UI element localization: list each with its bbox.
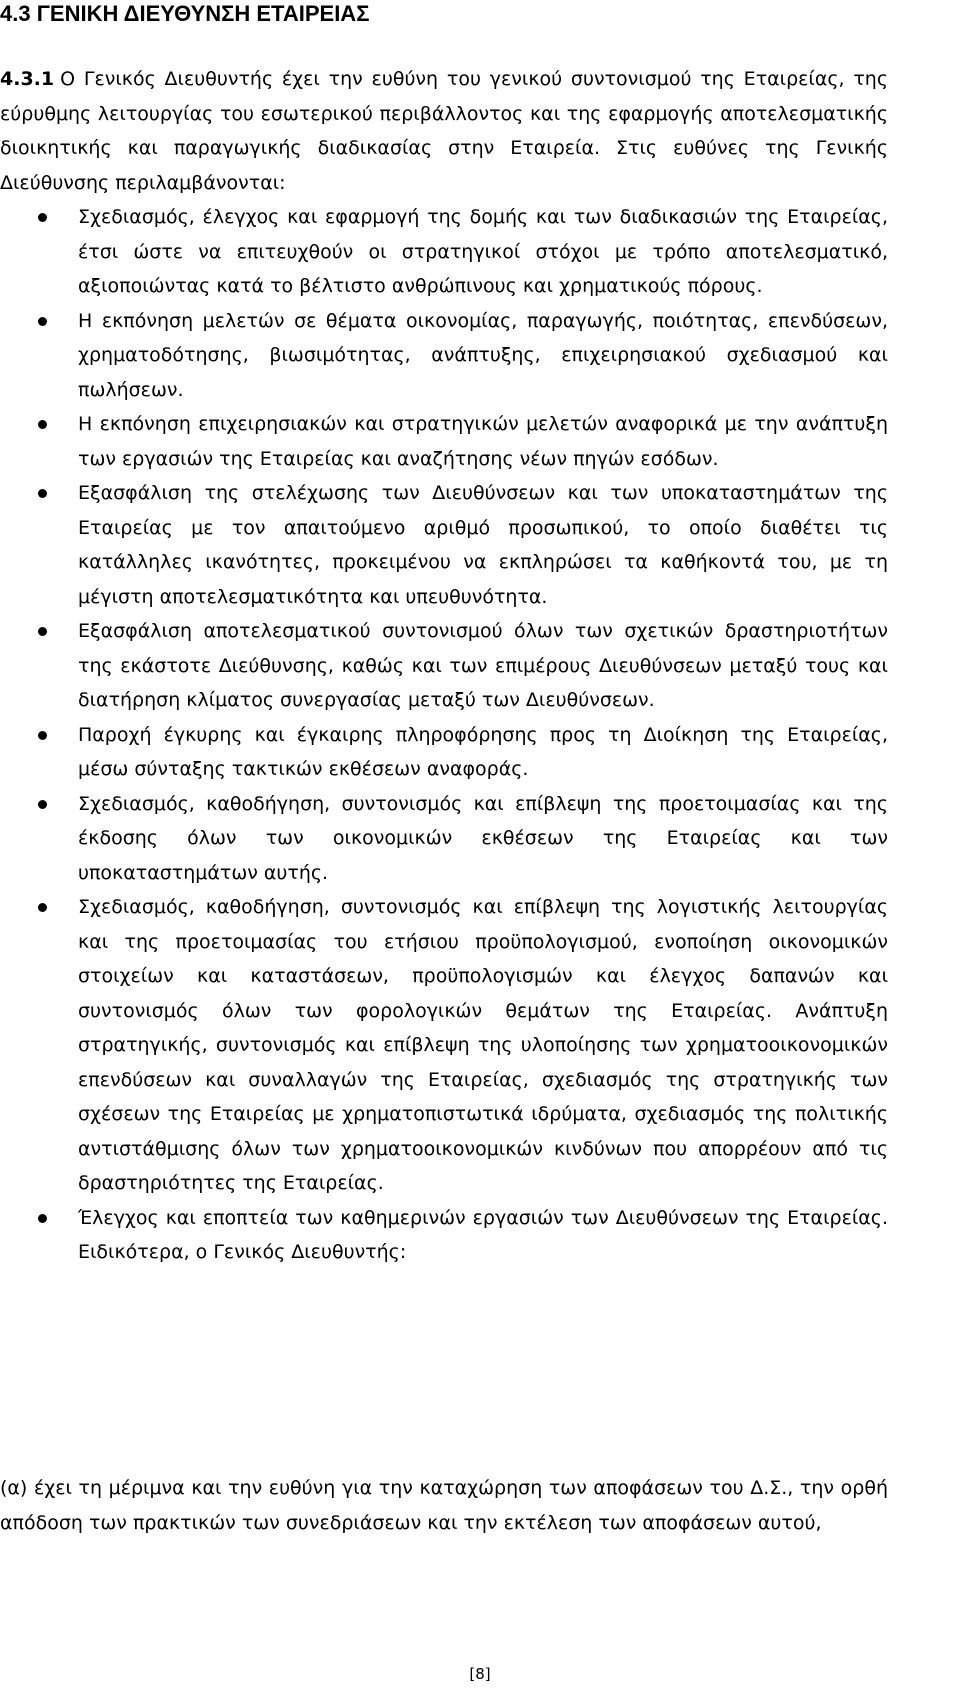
intro-paragraph <box>0 62 888 200</box>
bullet-icon <box>38 1214 47 1223</box>
list-item-text: Σχεδιασμός, καθοδήγηση, συντονισμός και επίβλεψη της λογιστικής λειτουργίας και της προετοιμασίας του ετήσιου προϋπολογισμού, ενοποίηση οικονομικών στοιχείων και καταστάσεων, προϋπολογισμών και έλεγχος δαπανών και συντονισμός όλων των φορολογικών θεμάτων της Εταιρείας. Ανάπτυξη στρατηγικής, συντονισμός και επίβλεψη της υλοποίησης των χρηματοοικονομικών επενδύσεων και συναλλαγών της Εταιρείας, σχεδιασμός της στρατηγικής των σχέσεων της Εταιρείας με χρηματοπιστωτικά ιδρύματα, σχεδιασμός της πολιτικής αντιστάθμισης όλων των χρηματοοικονομικών κινδύνων που απορρέουν από τις δραστηριότητες της Εταιρείας. <box>78 896 888 1194</box>
list-item <box>0 718 888 787</box>
bullet-icon <box>38 731 47 740</box>
bullet-icon <box>38 800 47 809</box>
list-item <box>0 200 888 304</box>
closing-paragraph: (α) έχει τη μέριμνα και την ευθύνη για την καταχώρηση των αποφάσεων του Δ.Σ., την ορθή απόδοση των πρακτικών των συνεδριάσεων και την εκτέλεση των αποφάσεων αυτού, <box>0 1477 888 1534</box>
bullet-icon <box>38 627 47 636</box>
list-item <box>0 1201 888 1270</box>
section-body <box>0 62 888 1270</box>
list-item-text: Η εκπόνηση επιχειρησιακών και στρατηγικών μελετών αναφορικά με την ανάπτυξη των εργασιών της Εταιρείας και αναζήτησης νέων πηγών εσόδων. <box>78 413 888 470</box>
section-heading: 4.3 ΓΕΝΙΚΗ ΔΙΕΥΘΥΝΣΗ ΕΤΑΙΡΕΙΑΣ <box>0 1 370 26</box>
list-item <box>0 304 888 408</box>
list-item-text: Εξασφάλιση αποτελεσματικού συντονισμού όλων των σχετικών δραστηριοτήτων της εκάστοτε Διεύθυνσης, καθώς και των επιμέρους Διευθύνσεων μεταξύ τους και διατήρηση κλίματος συνεργασίας μεταξύ των Διευθύνσεων. <box>78 620 888 711</box>
list-item-text: Έλεγχος και εποπτεία των καθημερινών εργασιών των Διευθύνσεων της Εταιρείας. Ειδικότερα, ο Γενικός Διευθυντής: <box>78 1206 888 1263</box>
list-item <box>0 787 888 891</box>
list-item-text: Παροχή έγκυρης και έγκαιρης πληροφόρησης προς τη Διοίκηση της Εταιρείας, μέσω σύνταξης τακτικών εκθέσεων αναφοράς. <box>78 723 888 780</box>
list-item <box>0 614 888 718</box>
list-item <box>0 476 888 614</box>
bullet-icon <box>38 489 47 498</box>
intro-text: Ο Γενικός Διευθυντής έχει την ευθύνη του γενικού συντονισμού της Εταιρείας, της εύρυθμης λειτουργίας του εσωτερικού περιβάλλοντος και της εφαρμογής αποτελεσματικής διοικητικής και παραγωγικής διαδικασίας στην Εταιρεία. Στις ευθύνες της Γενικής Διεύθυνσης περιλαμβάνονται: <box>0 68 888 194</box>
list-item-text: Εξασφάλιση της στελέχωσης των Διευθύνσεων και των υποκαταστημάτων της Εταιρείας με τον απαιτούμενο αριθμό προσωπικού, το οποίο διαθέτει τις κατάλληλες ικανότητες, προκειμένου να εκπληρώσει τα καθήκοντά του, με τη μέγιστη αποτελεσματικότητα και υπευθυνότητα. <box>78 482 888 608</box>
subsection-number: 4.3.1 <box>0 68 55 90</box>
responsibilities-list <box>0 200 888 1270</box>
bullet-icon <box>38 317 47 326</box>
list-item <box>0 890 888 1201</box>
bullet-icon <box>38 903 47 912</box>
bullet-icon <box>38 213 47 222</box>
bullet-icon <box>38 420 47 429</box>
list-item-text: Σχεδιασμός, καθοδήγηση, συντονισμός και επίβλεψη της προετοιμασίας και της έκδοσης όλων των οικονομικών εκθέσεων της Εταιρείας και των υποκαταστημάτων αυτής. <box>78 792 888 884</box>
page-number: [8] <box>469 1665 491 1683</box>
list-item-text: Η εκπόνηση μελετών σε θέματα οικονομίας, παραγωγής, ποιότητας, επενδύσεων, χρηματοδότησης, βιωσιμότητας, ανάπτυξης, επιχειρησιακού σχεδιασμού και πωλήσεων. <box>78 309 888 401</box>
list-item <box>0 407 888 476</box>
list-item-text: Σχεδιασμός, έλεγχος και εφαρμογή της δομής και των διαδικασιών της Εταιρείας, έτσι ώστε να επιτευχθούν οι στρατηγικοί στόχοι με τρόπο αποτελεσματικό, αξιοποιώντας κατά το βέλτιστο ανθρώπινους και χρηματικούς πόρους. <box>78 206 888 297</box>
